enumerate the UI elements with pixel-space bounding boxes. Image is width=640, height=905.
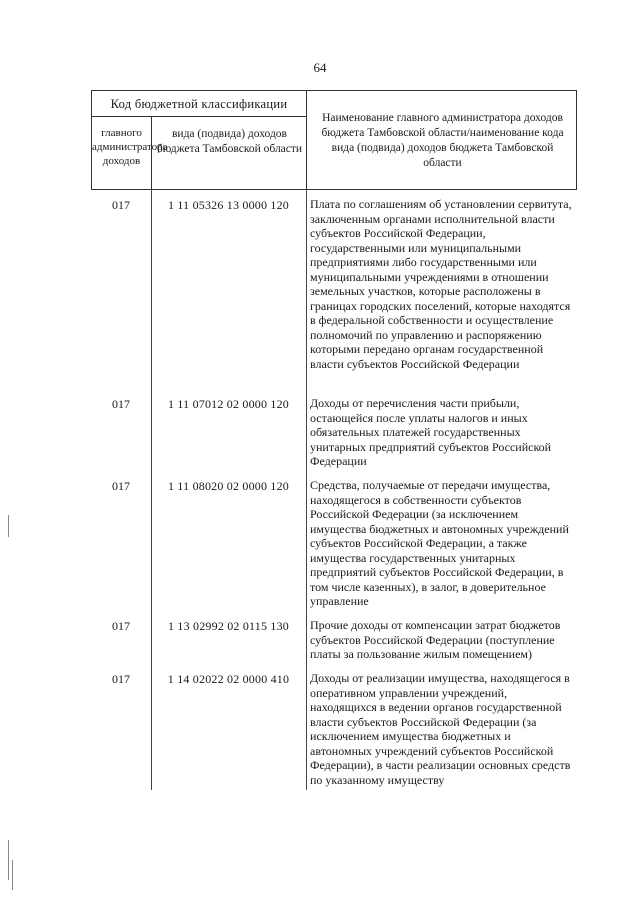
row-description: Средства, получаемые от передачи имущества, находящегося в собственности субъектов Российской Федерации (за исключением имущества бюджетных и автономных учреждений субъектов Российской Федерации, а также имущества государственных унитарных предприятий субъектов Российской Федерации, в том числе казенных), в залог, в доверительное управление [310, 478, 569, 608]
row-budget-code: 1 11 08020 02 0000 120 [168, 479, 289, 493]
scan-artifact [8, 515, 9, 537]
row-budget-code: 1 14 02022 02 0000 410 [167, 672, 290, 686]
row-budget-code: 1 13 02992 02 0115 130 [168, 619, 289, 633]
classification-table-header [91, 90, 577, 190]
header-code-group [92, 91, 307, 189]
row-admin-code: 017 [112, 479, 130, 493]
scan-artifact [8, 840, 9, 880]
row-admin-code: 017 [112, 198, 130, 212]
header-name-column: Наименование главного администратора доходов бюджета Тамбовской области/наименование кода вида (подвида) доходов бюджета Тамбовской области [321, 112, 564, 169]
row-description: Доходы от реализации имущества, находящегося в оперативном управлении учреждений, находящихся в ведении органов государственной власти субъектов Российской Федерации (за исключением имущества бюджетных и автономных учреждений субъектов Российской Федерации), в части реализации основных средств по указанному имуществу [310, 671, 571, 787]
row-admin-code: 017 [112, 672, 130, 686]
row-admin-code: 017 [112, 619, 130, 633]
page-number: 64 [313, 60, 327, 75]
header-code-column: вида (подвида) доходов бюджета Тамбовской области [156, 128, 303, 155]
header-group-title: Код бюджетной классификации [92, 91, 306, 117]
row-budget-code: 1 11 05326 13 0000 120 [168, 198, 289, 212]
header-subcolumns [92, 117, 306, 189]
row-description: Доходы от перечисления части прибыли, остающейся после уплаты налогов и иных обязательных платежей государственных унитарных предприятий субъектов Российской Федерации [310, 396, 552, 468]
row-description: Плата по соглашениям об установлении сервитута, заключенным органами исполнительной власти субъектов Российской Федерации, государственными или муниципальными предприятиями либо государственными или муниципальными учреждениями в отношении земельных участков, которые расположены в границах городских поселений, которые находятся в федеральной собственности и осуществление полномочий по управлению и распоряжению которыми передано органам государственной власти субъектов Российской Федерации [310, 197, 572, 371]
row-budget-code: 1 11 07012 02 0000 120 [168, 397, 289, 411]
table-header [91, 90, 577, 190]
row-admin-code: 017 [112, 397, 130, 411]
header-admin-column: главного администратора доходов [92, 117, 152, 189]
scan-artifact [12, 860, 13, 890]
row-description: Прочие доходы от компенсации затрат бюджетов субъектов Российской Федерации (поступление платы за пользование жилым помещением) [310, 618, 561, 661]
column-divider-2 [306, 190, 307, 790]
